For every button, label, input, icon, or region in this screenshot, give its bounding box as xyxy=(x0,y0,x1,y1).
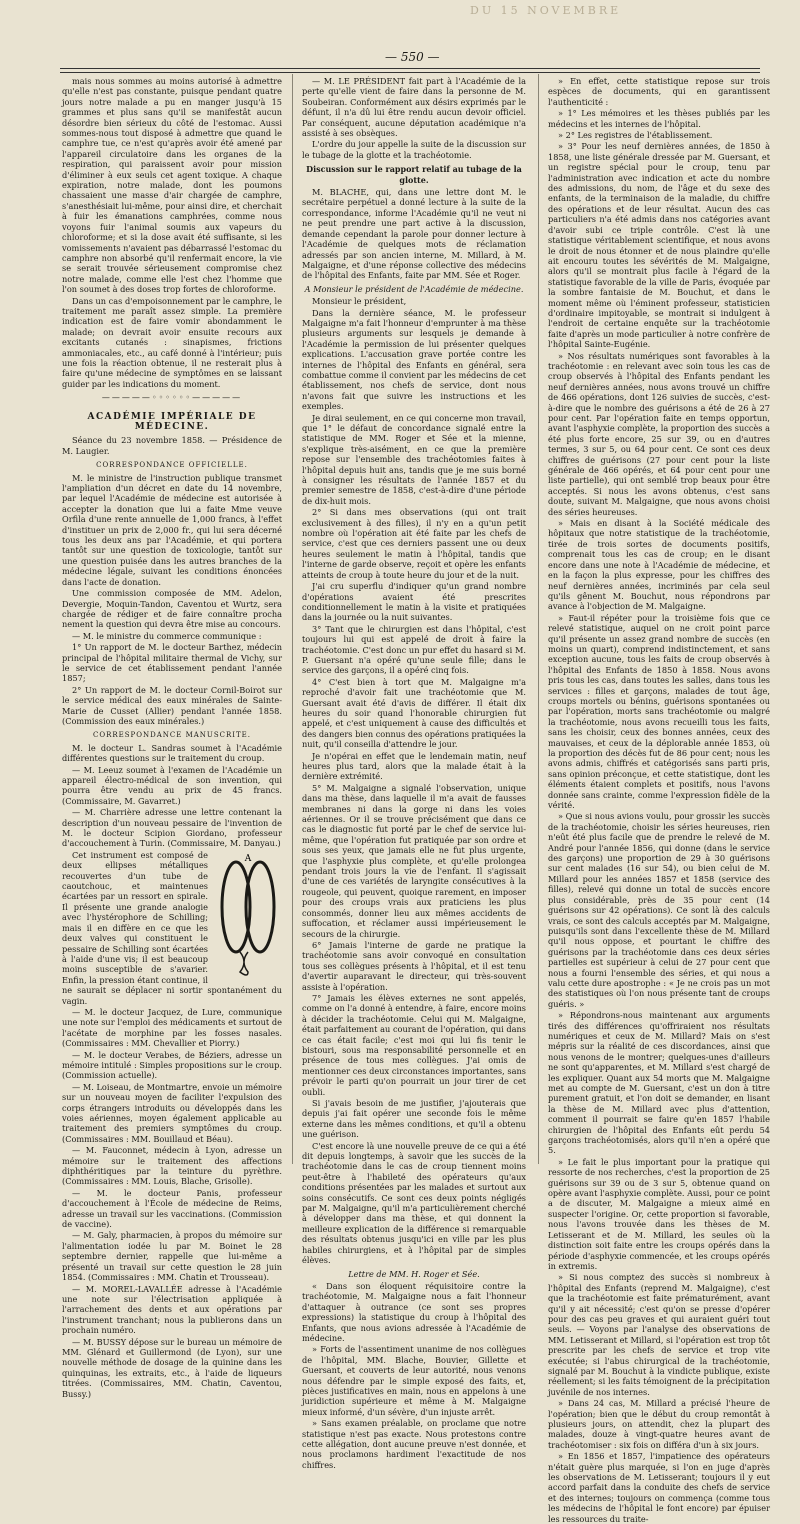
paragraph: M. le ministre de l'instruction publique transmet l'ampliation d'un décret en date du 14 novembre, par lequel l'Académie de médecine est autorisée à accepter la donation que lui a faite Mme veuve Orfila d'une rente annuelle de 1,000 francs, à l'effet d'instituer un prix de 2,000 fr., qui lui sera décerné tous les deux ans par l'Académie, et qui portera tantôt sur une question de toxicologie, tantôt sur une question puisée dans les autres branches de la médecine légale, suivant les conditions énoncées dans l'acte de donation. xyxy=(62,472,282,587)
paragraph: — M. Leeuz soumet à l'examen de l'Académie un appareil électro-médical de son invention, qui pourra être vendu au prix de 45 francs. (Commissaire, M. Gavarret.) xyxy=(62,764,282,806)
paragraph: 2° Si dans mes observations (qui ont trait exclusivement à des filles), il n'y en a qu'un petit nombre où l'opération ait été faite par les chefs de service, c'est que ces derniers passent une ou deux heures seulement le matin à l'hôpital, tandis que l'interne de garde observe, reçoit et opère les enfants atteints de croup à toute heure du jour et de la nuit. xyxy=(302,507,526,580)
section-heading: ACADÉMIE IMPÉRIALE DE MÉDECINE. xyxy=(87,411,257,432)
paragraph: — M. le docteur Jacquez, de Lure, communique une note sur l'emploi des médicaments et surtout de l'acétate de morphine par les fosses nasales. (Commissaires : MM. Chevallier et Piorry.) xyxy=(62,1006,282,1049)
pessary-spring xyxy=(240,952,248,975)
paragraph: Je n'opérai en effet que le lendemain matin, neuf heures plus tard, alors que la malade était à la dernière extrémité. xyxy=(302,750,526,782)
paragraph: » En 1856 et 1857, l'impatience des opérateurs n'était guère plus marquée, si l'on en juge d'après les observations de M. Letisserant; toujours il y eut accord parfait dans la conduite des chefs de service et des internes; toujours on commença (comme tous les médecins de l'hôpital le font encore) par épuiser les ressources du traite- xyxy=(548,1451,770,1524)
paragraph: » 1° Les mémoires et les thèses publiés par les médecins et les internes de l'hôpital. xyxy=(548,108,770,129)
paragraph: M. BLACHE, qui, dans une lettre dont M. le secrétaire perpétuel a donné lecture à la suite de la correspondance, informe l'Académie qu'il ne veut ni ne peut prendre une part active à la discussion, demande cependant la parole pour donner lecture à l'Académie de quelques mots de réclamation adressés par son ancien interne, M. Millard, à M. Malgaigne, et d'une réponse collective des médecins de l'hôpital des Enfants, faite par MM. Sée et Roger. xyxy=(302,187,526,281)
paragraph: Je dirai seulement, en ce qui concerne mon travail, que 1° le défaut de concordance signalé entre la statistique de MM. Roger et Sée et la mienne, s'explique très-aisément, en ce que la première repose sur l'ensemble des trachéotomies faites à l'hôpital depuis huit ans, tandis que je me suis borné à consigner les résultats de l'année 1857 et du premier semestre de 1858, c'est-à-dire d'une période de dix-huit mois. xyxy=(302,412,526,506)
paragraph: » Que si nous avions voulu, pour grossir les succès de la trachéotomie, choisir les séries heureuses, rien n'eût été plus facile que de prendre le relevé de M. André pour l'année 1856, qui donne (dans le service des garçons) une proportion de 29 à 30 guérisons sur cent malades (16 sur 54), ou bien celui de M. Millard pour les années 1857 et 1858 (service des filles), relevé qui donne un total de succès encore plus considérable, près de 35 pour cent (14 guérisons sur 42 opérations). Ce sont là des calculs vrais, ce sont des calculs acceptés par M. Malgaigne, puisqu'ils sont dans l'excellente thèse de M. Millard qu'il nous oppose, et pourtant le chiffre des guérisons par la trachéotomie dans ces deux séries partielles est supérieur à celui de 27 pour cent que nous a fourni l'ensemble des séries, et qui nous a valu cette dure apostrophe : « Je ne crois pas un mot des statistiques où l'on nous présente tant de croups guéris. » xyxy=(548,811,770,1009)
paragraph: 5° M. Malgaigne a signalé l'observation, unique dans ma thèse, dans laquelle il m'a avait de fausses membranes ni dans la gorge ni dans les voies aériennes. Or il se trouve précisément que dans ce cas le diagnostic fut porté par le chef de service lui-même, que l'opération fut pratiquée par son ordre et sous ses yeux, que jamais elle ne fut plus urgente, que l'asphyxie plus complète, et qu'elle prolongea pendant trois jours la vie de l'enfant. Il s'agissait d'une de ces variétés de laryngite consécutives à la rougeole, qui peuvent, quoique rarement, en imposer pour des croups vrais aux praticiens les plus consommés, donner lieu aux mêmes accidents de suffocation, et réclamer aussi impérieusement le secours de la chirurgie. xyxy=(302,782,526,939)
column-divider xyxy=(538,74,539,1164)
paragraph: 1° Un rapport de M. le docteur Barthez, médecin principal de l'hôpital militaire thermal de Vichy, sur le service de cet établissement pendant l'année 1857; xyxy=(62,642,282,684)
paragraph: 3° Tant que le chirurgien est dans l'hôpital, c'est toujours lui qui est appelé de droit à faire la trachéotomie. C'est donc un pur effet du hasard si M. P. Guersant n'a opéré qu'une seule fille; dans le service des garçons, il a opéré cinq fois. xyxy=(302,623,526,676)
paragraph: » En effet, cette statistique repose sur trois espèces de documents, qui en garantissent l'authenticité : xyxy=(548,76,770,107)
paragraph: » Si nous comptez des succès si nombreux à l'hôpital des Enfants (reprend M. Malgaigne), c'est que la trachéotomie est faite prématurément, avant qu'il y ait nécessité; c'est qu'on se presse d'opérer pour des cas peu graves et qui auraient guéri tout seuls. — Voyons par l'analyse des observations de MM. Letisserant et Millard, si l'opération est trop tôt prescrite par les chefs de service et trop vite exécutée; si l'abus chirurgical de la trachéotomie, signalé par M. Bouchut à la vindicte publique, existe réellement; si les faits témoignent de la précipitation juvénile de nos internes. xyxy=(548,1272,770,1397)
paragraph: Dans un cas d'empoisonnement par le camphre, le traitement me paraît assez simple. La première indication est de faire vomir abondamment le malade; on devrait avoir ensuite recours aux excitants cutanés : sinapismes, frictions ammoniacales, etc., au café donné à l'intérieur; puis une fois la réaction obtenue, il ne resterait plus à faire qu'une médecine de symptômes en se laissant guider par les indications du moment. xyxy=(62,295,283,389)
page-number: — 550 — xyxy=(385,50,440,64)
paragraph: — M. BUSSY dépose sur le bureau un mémoire de MM. Glénard et Guillermond (de Lyon), sur une nouvelle méthode de dosage de la quinine dans les quinquinas, les extraits, etc., à l'aide de liqueurs titrées. (Commissaires, MM. Chatin, Caventou, Bussy.) xyxy=(62,1336,282,1399)
paragraph: — M. MOREL-LAVALLÉE adresse à l'Académie une note sur l'électrisation appliquée à l'arrachement des dents et aux opérations par l'instrument tranchant; nous la publierons dans un prochain numéro. xyxy=(62,1283,282,1336)
paragraph: — M. Galy, pharmacien, à propos du mémoire sur l'alimentation iodée lu par M. Boinet le 28 septembre dernier, rappelle que lui-même a présenté un travail sur cette question le 28 juin 1854. (Commissaires : MM. Chatin et Trousseau). xyxy=(62,1230,282,1283)
bleed-through-header: DU 15 NOVEMBRE xyxy=(470,4,622,17)
column-2 xyxy=(302,76,526,1470)
paragraph: Si j'avais besoin de me justifier, j'ajouterais que depuis j'ai fait opérer une seconde fois le même externe dans les mêmes conditions, et qu'il a obtenu une guérison. xyxy=(302,1098,526,1140)
paragraph: Séance du 23 novembre 1858. — Présidence de M. Laugier. xyxy=(62,435,282,456)
paragraph: L'ordre du jour appelle la suite de la discussion sur le tubage de la glotte et la trachéotomie. xyxy=(302,139,526,160)
ornament-divider: —————◦◦◦◦◦◦————— xyxy=(101,393,243,403)
paragraph: Dans la dernière séance, M. le professeur Malgaigne m'a fait l'honneur d'emprunter à ma thèse plusieurs arguments sur lesquels je demande à l'Académie la permission de lui présenter quelques explications. L'accusation grave portée contre les internes de l'hôpital des Enfants en général, sera combattue comme il convient par les médecins de cet établissement, nos chefs de service, dont nous n'avons fait que suivre les instructions et les exemples. xyxy=(302,307,526,412)
paragraph: M. le docteur L. Sandras soumet à l'Académie différentes questions sur le traitement du croup. xyxy=(62,742,282,764)
paragraph: — M. le docteur Verabes, de Béziers, adresse un mémoire intitulé : Simples propositions sur le croup. (Commission actuelle). xyxy=(62,1049,282,1081)
paragraph: — M. Fauconnet, médecin à Lyon, adresse un mémoire sur le traitement des affections diphthéritiques par la teinture du pyrèthre. (Commissaires : MM. Louis, Blache, Grisolle). xyxy=(62,1145,282,1187)
paragraph: Cet instrument est composé de deux ellipses métalliques recouvertes d'un tube de caoutchouc, et maintenues écartées par un ressort en spirale. Il présente une grande analogie avec l'hystérophore de Schilling; mais il en diffère en ce que les deux valves qui constituent le pessaire de Schilling sont écartées à l'aide d'une vis; il est beaucoup moins susceptible de s'avarier. Enfin, la pression étant continue, il ne saurait se déplacer ni sortir spontanément du vagin. xyxy=(62,849,282,1006)
paragraph: » Nos résultats numériques sont favorables à la trachéotomie : en relevant avec soin tous les cas de croup observés à l'hôpital des Enfants pendant les neuf dernières années, nous avons trouvé un chiffre de 466 opérations, dont 126 suivies de succès, c'est-à-dire que le nombre des guérisons a été de 26 à 27 pour cent. Par l'opération faite en temps opportun, avant l'asphyxie complète, la proportion des succès a été plus forte encore, 25 sur 39, ou en d'autres termes, 3 sur 5, ou 64 pour cent. Ce sont ces deux chiffres de guérisons (27 pour cent pour la liste générale de 466 opérés, et 64 pour cent pour une liste partielle), qui ont semblé trop beaux pour être acceptés. Si nous les avons obtenus, c'est sans doute, suivant M. Malgaigne, que nous avons choisi des séries heureuses. xyxy=(548,350,770,517)
header-rule xyxy=(60,68,760,73)
paragraph: » Mais en disant à la Société médicale des hôpitaux que notre statistique de la trachéotomie, tirée de trois sortes de documents positifs, comprenait tous les cas de croup; en le disant encore dans une note à l'Académie de médecine, et en la façon la plus expresse, pour les chiffres des neuf dernières années, incriminés par cela seul qu'ils gênent M. Bouchut, nous répondrons par avance à l'objection de M. Malgaigne. xyxy=(548,518,770,612)
paragraph: » 2° Les registres de l'établissement. xyxy=(558,130,713,141)
paragraph: » Dans 24 cas, M. Millard a précisé l'heure de l'opération; bien que le début du croup remontât à plusieurs jours, on attendit, chez la plupart des malades, douze à vingt-quatre heures avant de trachéotomiser : six fois on différa d'un à six jours. xyxy=(548,1398,770,1450)
section-subheading: CORRESPONDANCE OFFICIELLE. xyxy=(96,461,248,470)
paragraph: » Forts de l'assentiment unanime de nos collègues de l'hôpital, MM. Blache, Bouvier, Gillette et Guersant, et couverts de leur autorité, nous venons nous défendre par le simple exposé des faits, et, pièces justificatives en main, nous en appelons à une juridiction supérieure et même à M. Malgaigne mieux informé, d'un sévère, d'un injuste arrêt. xyxy=(302,1344,526,1417)
paragraph: — M. Loiseau, de Montmartre, envoie un mémoire sur un nouveau moyen de faciliter l'expulsion des corps étrangers introduits ou développés dans les voies aériennes, moyen également applicable au traitement des premiers symptômes du croup. (Commissaires : MM. Bouillaud et Béau). xyxy=(62,1081,282,1144)
paragraph: J'ai cru superflu d'indiquer qu'un grand nombre d'opérations avaient été prescrites conditionnellement le matin à la visite et pratiquées dans la journée ou la nuit suivantes. xyxy=(302,581,526,623)
pessary-figure xyxy=(212,852,282,982)
section-subheading: CORRESPONDANCE MANUSCRITE. xyxy=(92,731,252,740)
paragraph: « Dans son éloquent réquisitoire contre la trachéotomie, M. Malgaigne nous a fait l'honneur d'attaquer à outrance (ce sont ses propres expressions) la statistique du croup à l'hôpital des Enfants, que nous avions adressée à l'Académie de médecine. xyxy=(302,1280,526,1343)
paragraph: mais nous sommes au moins autorisé à admettre qu'elle n'est pas constante, puisque pendant quatre jours notre malade a pu en manger jusqu'à 15 grammes et plus sans qu'il se manifestât aucun désordre bien sérieux du côté de l'estomac. Aussi sommes-nous tout disposé à admettre que quand le camphre tue, ce n'est qu'après avoir été amené par l'appareil circulatoire dans les organes de la respiration, qui paraissent avoir pour mission d'éliminer à eux seuls cet agent toxique. A chaque expiration, notre malade, dont les poumons chassaient une masse d'air chargée de camphre, s'anesthésiait lui-même, pour ainsi dire, et cherchait à fuir les émanations camphrées, comme nous voyons fuir l'animal soumis aux vapeurs du chloroforme; et si la dose avait été suffisante, si les vomissements n'avaient pas débarrassé l'estomac du camphre non absorbé qu'il renfermait encore, la vie se serait trouvée sérieusement compromise chez notre malade, comme elle l'est chez l'homme que l'on soumet à des doses trop fortes de chloroforme. xyxy=(62,76,282,295)
paragraph: C'est encore là une nouvelle preuve de ce qui a été dit depuis longtemps, à savoir que les succès de la trachéotomie dans le cas de croup tiennent moins peut-être à l'habileté des opérateurs qu'aux conditions présentées par les malades et surtout aux soins consécutifs. Ce sont ces deux points négligés par M. Malgaigne, qu'il m'a particulièrement cherché à développer dans ma thèse, et qui donnent la meilleure explication de la différence si remarquable des résultats obtenus jusqu'ici en ville par les plus habiles chirurgiens, et à l'hôpital par de simples élèves. xyxy=(302,1140,526,1266)
paragraph: » Sans examen préalable, on proclame que notre statistique n'est pas exacte. Nous protestons contre cette allégation, dont aucune preuve n'est donnée, et nous proclamons hardiment l'exactitude de nos chiffres. xyxy=(302,1418,526,1470)
paragraph: — M. LE PRÉSIDENT fait part à l'Académie de la perte qu'elle vient de faire dans la personne de M. Soubeiran. Conformément aux désirs exprimés par le défunt, il n'a dû lui être rendu aucun devoir officiel. Par conséquent, aucune députation académique n'a assisté à ses obsèques. xyxy=(302,76,526,139)
letter-heading: Lettre de MM. H. Roger et Sée. xyxy=(348,1268,480,1279)
paragraph: Monsieur le président, xyxy=(312,296,407,307)
letter-heading: A Monsieur le président de l'Académie de médecine. xyxy=(304,283,524,294)
paragraph: Une commission composée de MM. Adelon, Devergie, Moquin-Tandon, Caventou et Wurtz, sera chargée de rédiger et de faire connaître procha nement la question qui devra être mise au concours. xyxy=(62,588,282,630)
column-1 xyxy=(62,76,283,1399)
column-divider xyxy=(292,74,293,1164)
top-margin xyxy=(0,0,800,52)
paragraph: 4° C'est bien à tort que M. Malgaigne m'a reproché d'avoir fait une trachéotomie que M. Guersant avait été d'avis de différer. Il était dix heures du soir quand l'honorable chirurgien fut appelé, et c'est uniquement à cause des difficultés et des dangers bien connus des opérations pratiquées la nuit, qu'il conseilla d'attendre le jour. xyxy=(302,676,526,750)
paragraph: — M. le ministre du commerce communique : xyxy=(72,630,262,641)
paragraph: — M. le docteur Panis, professeur d'accouchement à l'École de médecine de Reims, adresse un travail sur les vaccinations. (Commission de vaccine). xyxy=(62,1187,282,1230)
paragraph: 2° Un rapport de M. le docteur Cornil-Boirot sur le service médical des eaux minérales de Sainte-Marie de Cusset (Allier) pendant l'année 1858. (Commission des eaux minérales.) xyxy=(62,684,282,726)
discussion-title: Discussion sur le rapport relatif au tubage de la glotte. xyxy=(306,164,522,185)
paragraph: » Le fait le plus important pour la pratique qui ressorte de nos recherches, c'est la proportion de 25 guérisons sur 39 ou de 3 sur 5, obtenue quand on opère avant l'asphyxie complète. Aussi, pour ce point a de discuter, M. Malgaigne a mieux aimé en suspecter l'origine. Or, cette proportion si favorable, nous l'avons trouvée dans les thèses de M. Letisserant et de M. Millard, les seules où la distinction soit faite entre les croups opérés dans la période d'asphyxie commencée, et les croups opérés in extremis. xyxy=(548,1156,770,1271)
paragraph: — M. Charrière adresse une lettre contenant la description d'un nouveau pessaire de l'invention de M. le docteur Scipion Giordano, professeur d'accouchement à Turin. (Commissaire, M. Danyau.) xyxy=(62,807,282,849)
paragraph: » Faut-il répéter pour la troisième fois que ce relevé statistique, auquel on ne croit point parce qu'il présente un assez grand nombre de succès (en moins un quart), comprend indistinctement, et sans exception aucune, tous les faits de croup observés à l'hôpital des Enfants de 1850 à 1858. Nous avons pris tous les cas, dans toutes les salles, dans tous les services : filles et garçons, malades de tout âge, croups mortels ou bénins, guérisons spontanées ou par l'opération, morts sans trachéotomie ou malgré la trachéotomie, nous avons recueilli tous les faits, sans les choisir, ceux des bonnes années, ceux des mauvaises, et ceux de la déplorable année 1853, où la proportion des décès fut de 86 pour cent; nous les avons admis, chiffrés et catégorisés sans parti pris, sans opinion préconçue, et cette statistique, dont les éléments étaient complets et positifs, nous l'avons donnée sans crainte, comme l'expression fidèle de la vérité. xyxy=(548,612,770,811)
figure-label: A xyxy=(244,853,252,864)
paragraph: 7° Jamais les élèves externes ne sont appelés, comme on l'a donné à entendre, à faire, encore moins à décider la trachéotomie. Celui qui M. Malgaigne, était parfaitement au courant de l'opération, qui dans ce cas était facile; c'est moi qui lui fis tenir le bistouri, sous ma responsabilité personnelle et en présence de tous mes collègues. J'ai omis de mentionner ces deux circonstances importantes, sans prévoir le parti qu'on pourrait un jour tirer de cet oubli. xyxy=(302,992,526,1097)
paragraph: » Répondrons-nous maintenant aux arguments tirés des différences qu'offriraient nos résultats numériques et ceux de M. Millard? Mais on s'est mépris sur la réalité de ces discordances, ainsi que nous venons de le montrer; quelques-unes d'ailleurs ne sont qu'apparentes, et M. Millard s'est chargé de les expliquer. Quant aux 54 morts que M. Malgaigne met au compte de M. Guersant, c'est un don à titre purement gratuit, et l'on doit se demander, en lisant la thèse de M. Millard avec plus d'attention, comment il pourrait se faire qu'en 1857 l'habile chirurgien de l'hôpital des Enfants eût perdu 54 garçons trachéotomisés, alors qu'il n'en a opéré que 5. xyxy=(548,1010,770,1156)
paragraph: » 3° Pour les neuf dernières années, de 1850 à 1858, une liste générale dressée par M. Guersant, et un registre spécial pour le croup, tenu par l'administration avec indication et acte du nombre des admissions, du nom, de l'âge et du sexe des enfants, de la terminaison de la maladie, du chiffre des opérations et de leur résultat. Aucun des cas particuliers n'a été admis dans nos catégories avant d'avoir subi ce triple contrôle. C'est là une statistique véritablement scientifique, et nous avons le droit de nous étonner et de nous plaindre qu'elle ait encouru toutes les sévérités de M. Malgaigne, alors qu'il se montrait plus facile à l'égard de la statistique favorable de la ville de Paris, évoquée par la sombre fantaisie de M. Bouchut, et dans le moment même où l'éminent professeur, statisticien d'ordinaire impitoyable, se montrait si indulgent à l'endroit de certaine enquête sur la trachéotomie faite d'après un mode particulier à notre confrère de l'hôpital Sainte-Eugénie. xyxy=(548,141,770,350)
paragraph: 6° Jamais l'interne de garde ne pratique la trachéotomie sans avoir convoqué en consultation tous ses collègues présents à l'hôpital, et il est tenu d'avertir auparavant le directeur, qui très-souvent assiste à l'opération. xyxy=(302,939,526,992)
column-3 xyxy=(548,76,770,1524)
